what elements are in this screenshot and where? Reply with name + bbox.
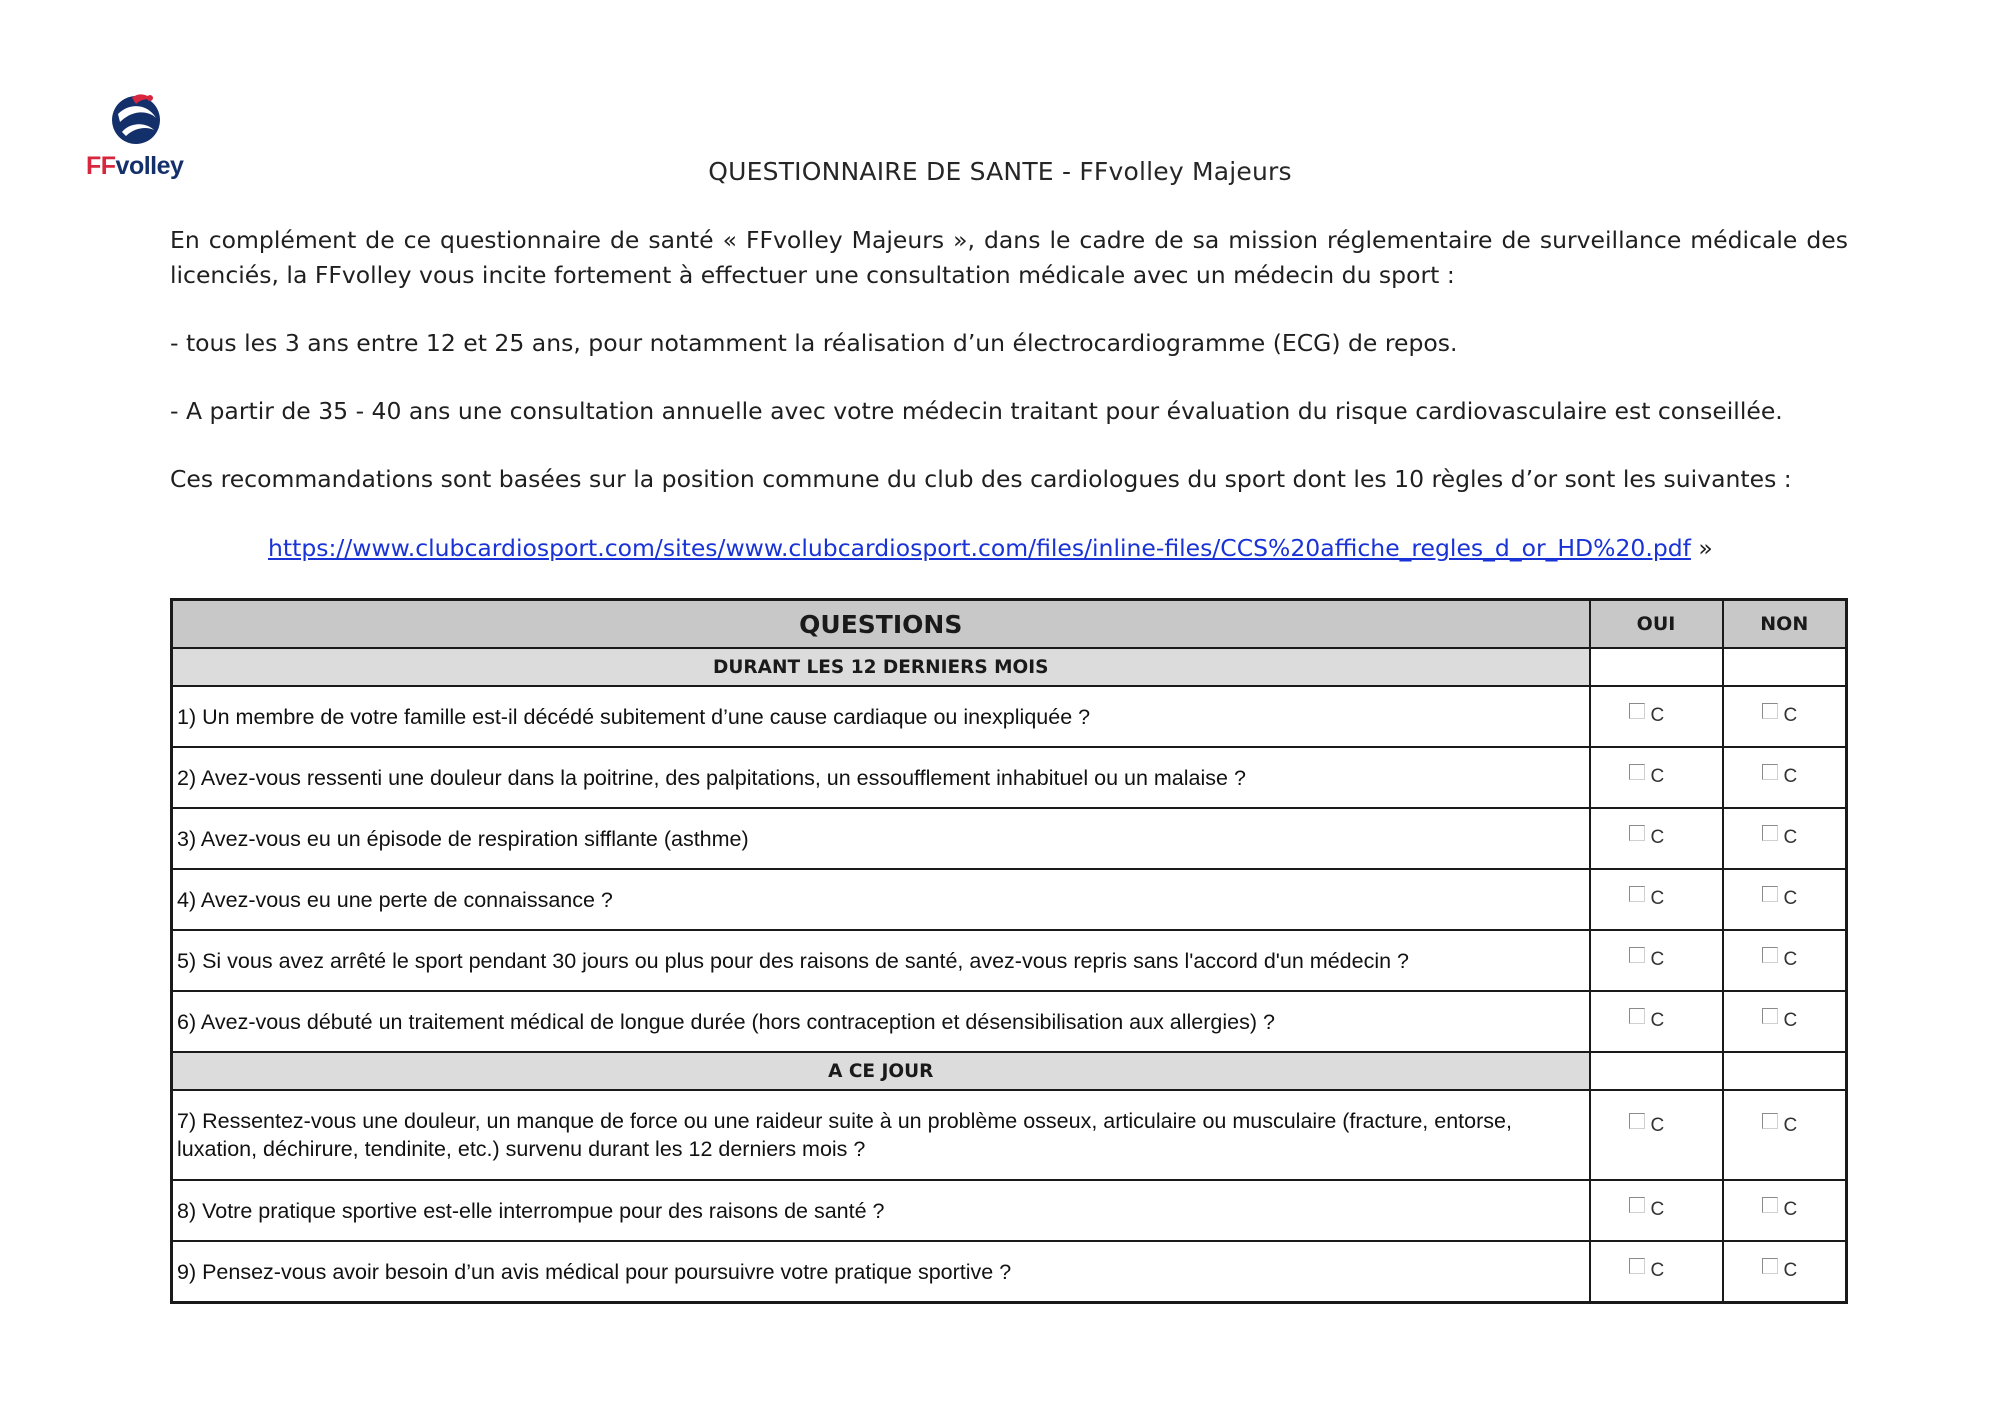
oui-checkbox[interactable]: C bbox=[1629, 1197, 1649, 1217]
checkbox-square-icon bbox=[1762, 947, 1778, 963]
reference-link-line bbox=[268, 531, 1713, 566]
non-cell bbox=[1723, 747, 1847, 808]
oui-cell bbox=[1590, 747, 1723, 808]
oui-cell bbox=[1590, 808, 1723, 869]
section-row-12-months bbox=[172, 648, 1847, 686]
link-suffix: » bbox=[1690, 534, 1713, 562]
clubcardiosport-link[interactable]: https://www.clubcardiosport.com/sites/www.clubcardiosport.com/files/inline-files/CCS%20affiche_regles_d_or_HD%20.pdf bbox=[268, 534, 1691, 562]
non-checkbox[interactable]: C bbox=[1762, 825, 1782, 845]
non-cell bbox=[1723, 1180, 1847, 1241]
checkbox-square-icon bbox=[1762, 825, 1778, 841]
intro-paragraph-2: - tous les 3 ans entre 12 et 25 ans, pour notamment la réalisation d’un électrocardiogramme (ECG) de repos. bbox=[170, 329, 1458, 357]
question-row bbox=[172, 686, 1847, 747]
non-cell bbox=[1723, 1090, 1847, 1180]
non-cell bbox=[1723, 930, 1847, 991]
question-row bbox=[172, 1180, 1847, 1241]
oui-cell bbox=[1590, 991, 1723, 1052]
intro-paragraph-3: - A partir de 35 - 40 ans une consultation annuelle avec votre médecin traitant pour évaluation du risque cardiovasculaire est conseillée. bbox=[170, 397, 1783, 425]
oui-cell bbox=[1590, 930, 1723, 991]
non-checkbox[interactable]: C bbox=[1762, 1197, 1782, 1217]
logo-wordmark: FFvolley bbox=[86, 152, 184, 180]
checkbox-square-icon bbox=[1762, 764, 1778, 780]
oui-cell bbox=[1590, 869, 1723, 930]
non-checkbox[interactable]: C bbox=[1762, 1258, 1782, 1278]
document-title: QUESTIONNAIRE DE SANTE - FFvolley Majeurs bbox=[708, 157, 1292, 186]
question-row bbox=[172, 869, 1847, 930]
question-text: 5) Si vous avez arrêté le sport pendant 30 jours ou plus pour des raisons de santé, avez-vous repris sans l'accord d'un médecin ? bbox=[172, 930, 1590, 991]
checkbox-square-icon bbox=[1629, 1197, 1645, 1213]
question-text: 3) Avez-vous eu un épisode de respiration sifflante (asthme) bbox=[172, 808, 1590, 869]
question-text: 8) Votre pratique sportive est-elle interrompue pour des raisons de santé ? bbox=[172, 1180, 1590, 1241]
non-cell bbox=[1723, 808, 1847, 869]
intro-paragraph-4: Ces recommandations sont basées sur la position commune du club des cardiologues du sport dont les 10 règles d’or sont les suivantes : bbox=[170, 465, 1792, 493]
question-text: 9) Pensez-vous avoir besoin d’un avis médical pour poursuivre votre pratique sportive ? bbox=[172, 1241, 1590, 1303]
oui-checkbox[interactable]: C bbox=[1629, 1008, 1649, 1028]
checkbox-square-icon bbox=[1629, 1113, 1645, 1129]
health-questionnaire-table bbox=[170, 598, 1848, 1304]
non-cell bbox=[1723, 869, 1847, 930]
checkbox-square-icon bbox=[1762, 1197, 1778, 1213]
checkbox-square-icon bbox=[1629, 947, 1645, 963]
checkbox-square-icon bbox=[1762, 886, 1778, 902]
checkbox-square-icon bbox=[1762, 1113, 1778, 1129]
question-text: 6) Avez-vous débuté un traitement médical de longue durée (hors contraception et désensibilisation aux allergies) ? bbox=[172, 991, 1590, 1052]
table-header-row bbox=[172, 600, 1847, 649]
non-cell bbox=[1723, 991, 1847, 1052]
checkbox-square-icon bbox=[1629, 886, 1645, 902]
oui-cell bbox=[1590, 1180, 1723, 1241]
question-row bbox=[172, 808, 1847, 869]
non-checkbox[interactable]: C bbox=[1762, 1113, 1782, 1133]
non-header: NON bbox=[1723, 600, 1847, 649]
question-row bbox=[172, 991, 1847, 1052]
ffvolley-emblem-icon bbox=[108, 88, 168, 148]
non-checkbox[interactable]: C bbox=[1762, 764, 1782, 784]
oui-checkbox[interactable]: C bbox=[1629, 825, 1649, 845]
oui-cell bbox=[1590, 1090, 1723, 1180]
question-text: 2) Avez-vous ressenti une douleur dans la poitrine, des palpitations, un essoufflement inhabituel ou un malaise ? bbox=[172, 747, 1590, 808]
non-cell bbox=[1723, 1241, 1847, 1303]
question-row bbox=[172, 1090, 1847, 1180]
checkbox-square-icon bbox=[1762, 703, 1778, 719]
non-checkbox[interactable]: C bbox=[1762, 886, 1782, 906]
oui-checkbox[interactable]: C bbox=[1629, 764, 1649, 784]
question-row bbox=[172, 747, 1847, 808]
section-label: DURANT LES 12 DERNIERS MOIS bbox=[172, 648, 1590, 686]
checkbox-square-icon bbox=[1762, 1258, 1778, 1274]
checkbox-square-icon bbox=[1629, 764, 1645, 780]
checkbox-square-icon bbox=[1629, 703, 1645, 719]
oui-checkbox[interactable]: C bbox=[1629, 1113, 1649, 1133]
question-text: 7) Ressentez-vous une douleur, un manque de force ou une raideur suite à un problème osseux, articulaire ou musculaire (fracture, entorse, luxation, déchirure, tendinite, etc.) survenu durant les 12 derniers mois ? bbox=[172, 1090, 1590, 1180]
oui-checkbox[interactable]: C bbox=[1629, 947, 1649, 967]
checkbox-square-icon bbox=[1762, 1008, 1778, 1024]
oui-cell bbox=[1590, 1241, 1723, 1303]
question-text: 4) Avez-vous eu une perte de connaissance ? bbox=[172, 869, 1590, 930]
non-checkbox[interactable]: C bbox=[1762, 947, 1782, 967]
oui-checkbox[interactable]: C bbox=[1629, 1258, 1649, 1278]
oui-cell bbox=[1590, 686, 1723, 747]
questions-header: QUESTIONS bbox=[172, 600, 1590, 649]
intro-paragraph-1: En complément de ce questionnaire de santé « FFvolley Majeurs », dans le cadre de sa mission réglementaire de surveillance médicale des licenciés, la FFvolley vous incite fortement à effectuer une consultation médicale avec un médecin du sport : bbox=[170, 226, 1848, 289]
oui-checkbox[interactable]: C bbox=[1629, 703, 1649, 723]
question-text: 1) Un membre de votre famille est-il décédé subitement d’une cause cardiaque ou inexpliquée ? bbox=[172, 686, 1590, 747]
checkbox-square-icon bbox=[1629, 1258, 1645, 1274]
question-row bbox=[172, 1241, 1847, 1303]
oui-checkbox[interactable]: C bbox=[1629, 886, 1649, 906]
section-label: A CE JOUR bbox=[172, 1052, 1590, 1090]
non-checkbox[interactable]: C bbox=[1762, 703, 1782, 723]
oui-header: OUI bbox=[1590, 600, 1723, 649]
section-row-today bbox=[172, 1052, 1847, 1090]
checkbox-square-icon bbox=[1629, 1008, 1645, 1024]
checkbox-square-icon bbox=[1629, 825, 1645, 841]
non-checkbox[interactable]: C bbox=[1762, 1008, 1782, 1028]
question-row bbox=[172, 930, 1847, 991]
non-cell bbox=[1723, 686, 1847, 747]
